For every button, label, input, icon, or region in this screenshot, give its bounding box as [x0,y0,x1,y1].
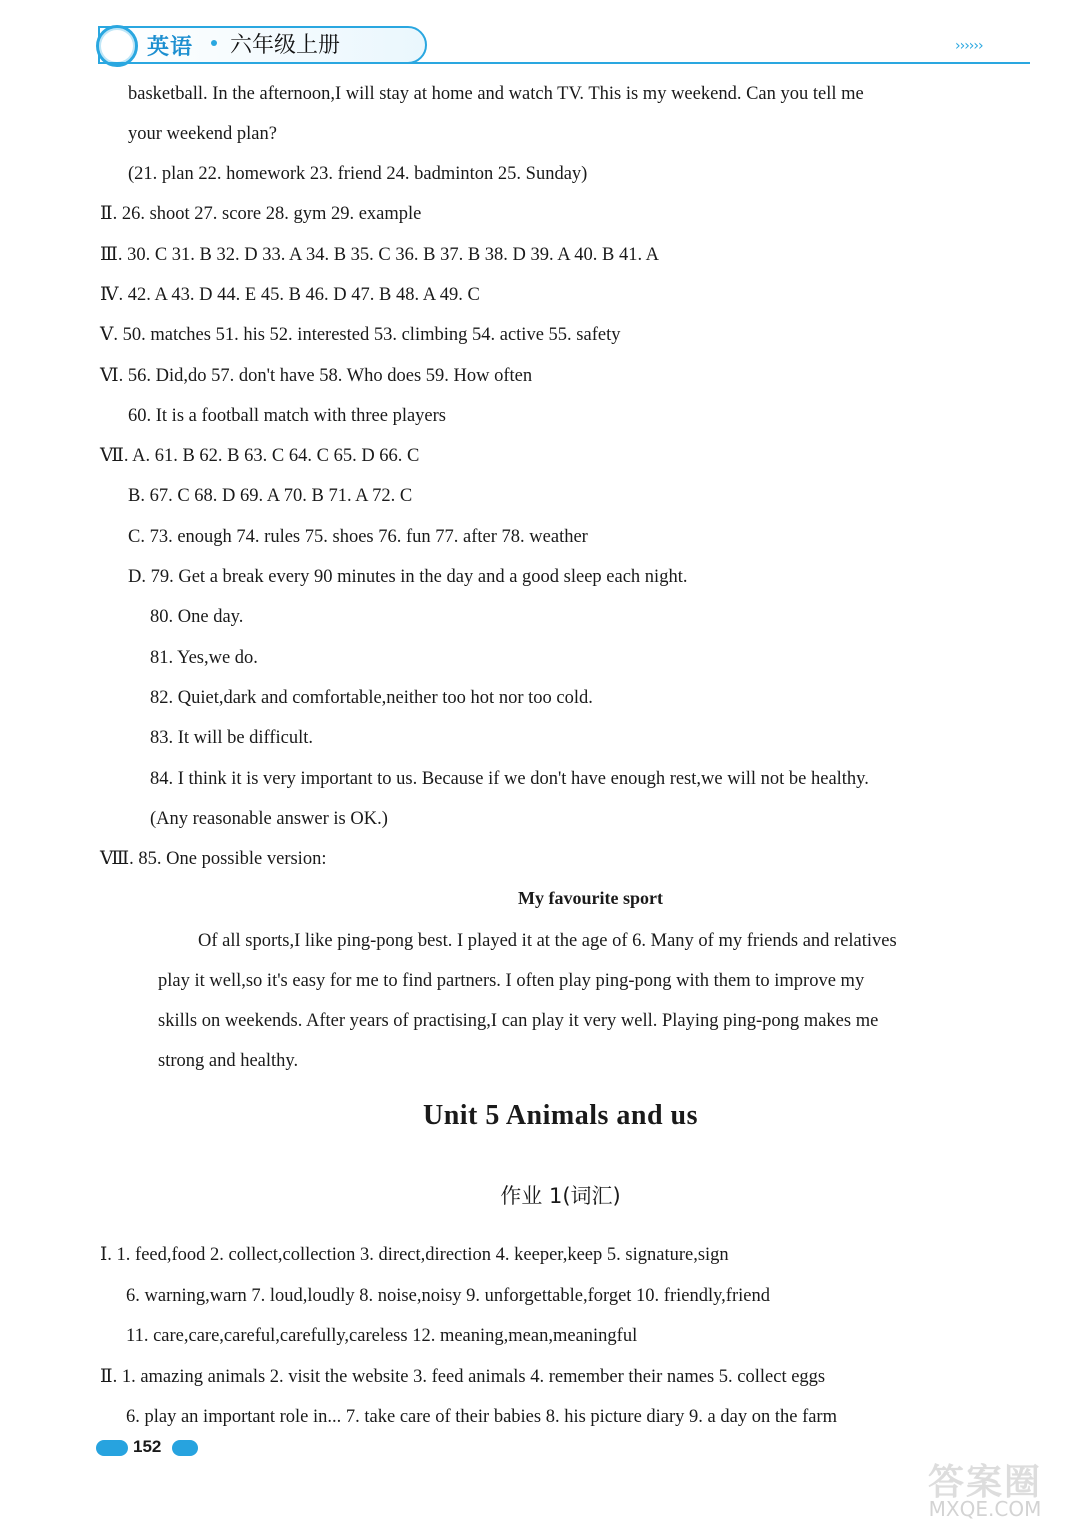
answer-line: Ⅴ. 50. matches 51. his 52. interested 53. climbing 54. active 55. safety [100,325,621,345]
answer-line: 80. One day. [150,607,244,627]
answer-line: C. 73. enough 74. rules 75. shoes 76. fun 77. after 78. weather [128,527,588,547]
essay-line: strong and healthy. [158,1051,299,1071]
watermark-url: MXQE.COM [928,1497,1042,1521]
vocab-line: 6. warning,warn 7. loud,loudly 8. noise,noisy 9. unforgettable,forget 10. friendly,friend [126,1286,770,1306]
answer-line: D. 79. Get a break every 90 minutes in the day and a good sleep each night. [128,567,688,587]
answer-line: (Any reasonable answer is OK.) [150,809,388,829]
chevron-right-icon: ›››››› [955,38,983,54]
answer-line: Ⅵ. 56. Did,do 57. don't have 58. Who does 59. How often [100,366,533,386]
answer-line: 82. Quiet,dark and comfortable,neither too hot nor too cold. [150,688,593,708]
answer-line: 60. It is a football match with three players [128,406,447,426]
answer-line: 81. Yes,we do. [150,648,258,668]
homework-title: 作业 1(词汇) [500,1184,621,1208]
vocab-line: 6. play an important role in... 7. take care of their babies 8. his picture diary 9. a day on the farm [126,1407,837,1427]
answer-line: basketball. In the afternoon,I will stay at home and watch TV. This is my weekend. Can you tell me [128,84,864,104]
footer-pill-right [172,1440,198,1456]
watermark-text: 答案圈 [927,1462,1042,1503]
page-header [0,0,1081,80]
essay-line: Of all sports,I like ping-pong best. I played it at the age of 6. Many of my friends and relatives [198,931,897,951]
answer-line: 84. I think it is very important to us. Because if we don't have enough rest,we will not be healthy. [150,769,869,789]
vocab-line: Ⅱ. 1. amazing animals 2. visit the website 3. feed animals 4. remember their names 5. collect eggs [100,1367,826,1387]
separator-dot [211,40,217,46]
answer-line: Ⅱ. 26. shoot 27. score 28. gym 29. example [100,204,422,224]
answer-line: B. 67. C 68. D 69. A 70. B 71. A 72. C [128,486,413,506]
watermark-logo [900,1462,1070,1530]
answer-line: your weekend plan? [128,124,277,144]
page-number: 152 [133,1437,162,1456]
unit-title: Unit 5 Animals and us [422,1100,699,1131]
vocab-line: 11. care,care,careful,carefully,careless 12. meaning,mean,meaningful [126,1326,638,1346]
header-rule [100,62,1030,64]
answer-line: Ⅷ. 85. One possible version: [100,849,327,869]
magnifier-icon [96,25,138,67]
answer-line: 83. It will be difficult. [150,728,314,748]
footer-pill-left [96,1440,128,1456]
essay-line: skills on weekends. After years of practising,I can play it very well. Playing ping-pong makes me [158,1011,879,1031]
answer-line: Ⅶ. A. 61. B 62. B 63. C 64. C 65. D 66. C [100,446,420,466]
answer-line: Ⅳ. 42. A 43. D 44. E 45. B 46. D 47. B 48. A 49. C [100,285,480,305]
essay-line: play it well,so it's easy for me to find partners. I often play ping-pong with them to improve my [158,971,865,991]
answer-line: Ⅲ. 30. C 31. B 32. D 33. A 34. B 35. C 36. B 37. B 38. D 39. A 40. B 41. A [100,245,660,265]
answer-line: (21. plan 22. homework 23. friend 24. badminton 25. Sunday) [128,164,588,184]
grade-label: 六年级上册 [230,33,341,58]
subject-label: 英语 [147,35,194,60]
vocab-line: Ⅰ. 1. feed,food 2. collect,collection 3. direct,direction 4. keeper,keep 5. signature,sign [100,1245,729,1265]
essay-title: My favourite sport [518,888,663,908]
